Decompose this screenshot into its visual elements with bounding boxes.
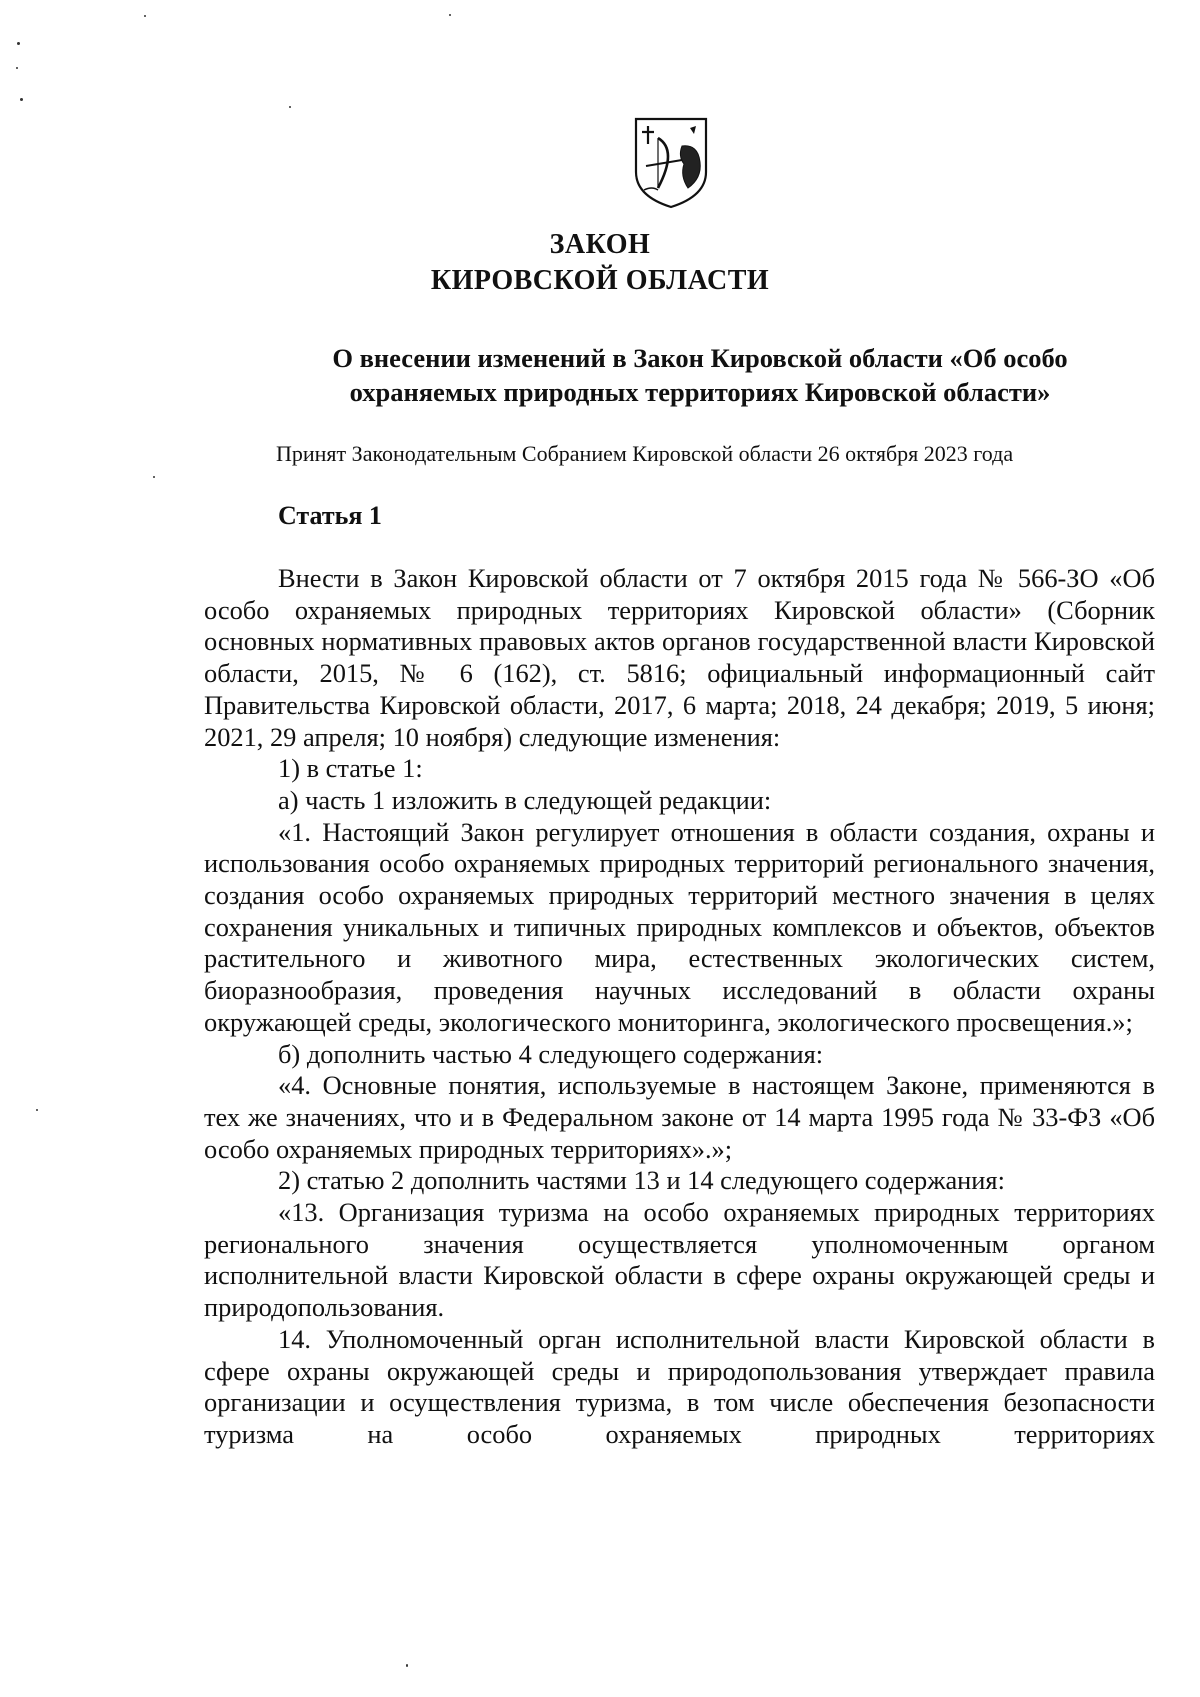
paragraph: 1) в статье 1: (278, 753, 423, 784)
article-heading: Статья 1 (278, 501, 382, 530)
scan-speck (144, 15, 146, 17)
paragraph: 14. Уполномоченный орган исполнительной власти Кировской области в сфере охраны окружающей среды и природопользования утверждает правила организации и осуществления туризма, в том числе обеспечения безопасности туризма на особо охраняемых природных территориях (204, 1323, 1155, 1449)
scan-speck (16, 67, 18, 69)
document-title-line-2: охраняемых природных территориях Кировской области» (349, 377, 1051, 407)
paragraph: 2) статью 2 дополнить частями 13 и 14 следующего содержания: (278, 1165, 1005, 1196)
adoption-note: Принят Законодательным Собранием Кировской области 26 октября 2023 года (276, 441, 1014, 466)
article-body (204, 563, 1155, 1451)
paragraph: Внести в Закон Кировской области от 7 октября 2015 года № 566-ЗО «Об особо охраняемых природных территориях Кировской области» (Сборник основных нормативных правовых актов органов государственной власти Кировской области, 2015, № 6 (162), ст. 5816; официальный информационный сайт Правительства Кировской области, 2017, 6 марта; 2018, 24 декабря; 2019, 5 июня; 2021, 29 апреля; 10 ноября) следующие изменения: (204, 563, 1155, 752)
paragraph: «4. Основные понятия, используемые в настоящем Законе, применяются в тех же значениях, что и в Федеральном законе от 14 марта 1995 года № 33-ФЗ «Об особо охраняемых природных территориях».»; (204, 1070, 1155, 1164)
scan-speck (17, 42, 20, 45)
scan-speck (449, 14, 451, 16)
scan-speck (20, 98, 23, 101)
kirov-oblast-coat-of-arms-icon (632, 116, 710, 210)
scan-speck (406, 1664, 408, 1667)
document-title-line-1: О внесении изменений в Закон Кировской области «Об особо (332, 343, 1068, 373)
paragraph: «13. Организация туризма на особо охраняемых природных территориях регионального значения осуществляется уполномоченным органом исполнительной власти Кировской области в сфере охраны окружающей среды и природопользования. (204, 1197, 1155, 1323)
scan-speck (289, 106, 291, 108)
paragraph: а) часть 1 изложить в следующей редакции: (278, 784, 772, 815)
paragraph: «1. Настоящий Закон регулирует отношения в области создания, охраны и использования особо охраняемых природных территорий регионального значения, создания особо охраняемых природных территорий местного значения в целях сохранения уникальных и типичных природных комплексов и объектов, объектов растительного и животного мира, естественных экологических систем, биоразнообразия, проведения научных исследований в области охраны окружающей среды, экологического мониторинга, экологического просвещения.»; (204, 816, 1155, 1037)
law-label: ЗАКОН (549, 229, 651, 260)
region-label: КИРОВСКОЙ ОБЛАСТИ (430, 265, 770, 296)
paragraph: б) дополнить частью 4 следующего содержания: (278, 1038, 824, 1069)
scan-speck (153, 476, 155, 478)
scan-speck (36, 1109, 38, 1111)
